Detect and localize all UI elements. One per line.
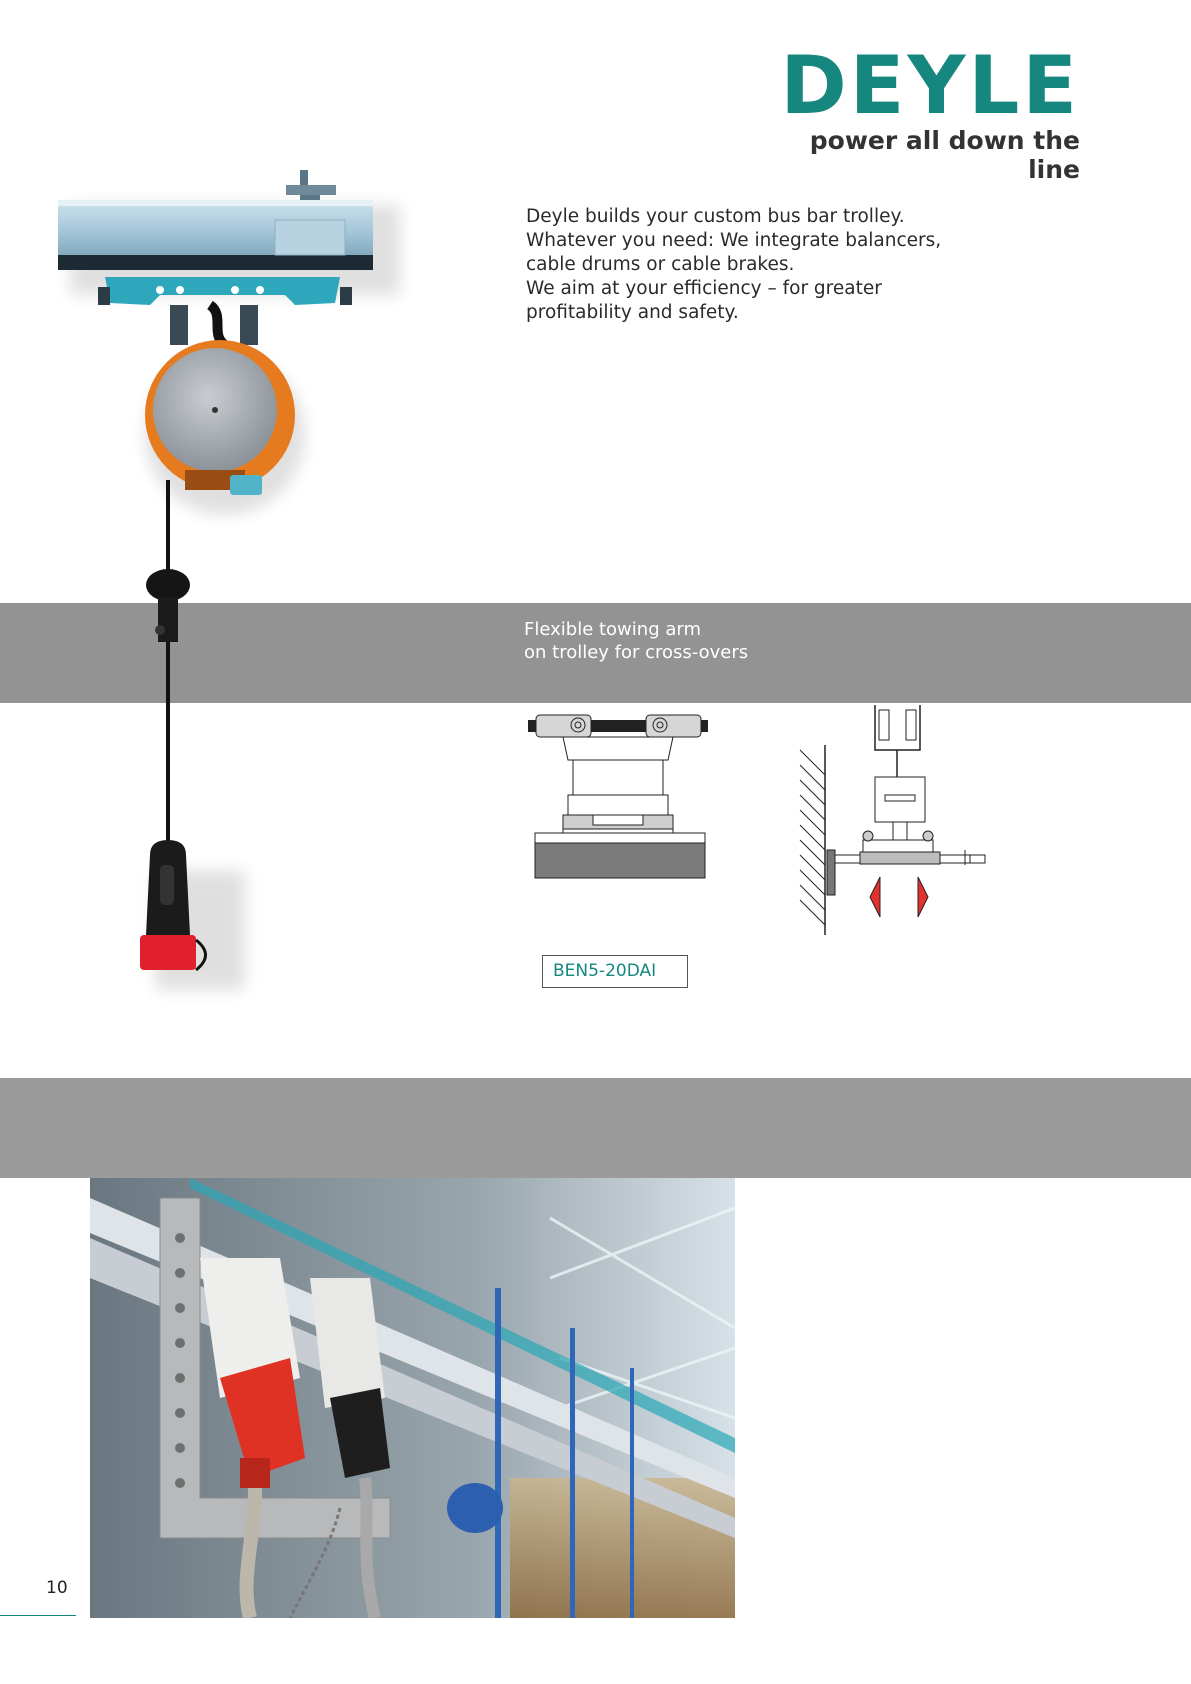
caption-line: on trolley for cross-overs (524, 642, 749, 663)
intro-line: Deyle builds your custom bus bar trolley. (526, 206, 905, 227)
divider-band (0, 1078, 1191, 1178)
intro-line: Whatever you need: We integrate balancers, (526, 230, 942, 251)
trolley-product-photo (50, 165, 450, 1015)
brand-name: DEYLE (780, 39, 1080, 132)
trolley-front-view-drawing (528, 705, 713, 880)
intro-text (526, 205, 986, 325)
footer-rule (0, 1615, 76, 1616)
intro-line: profitability and safety. (526, 302, 739, 323)
model-number: BEN5-20DAI (542, 955, 688, 988)
brand-tagline: power all down the line (809, 126, 1080, 184)
caption-line: Flexible towing arm (524, 619, 701, 640)
feature-caption (524, 618, 748, 664)
trolley-side-view-drawing (795, 705, 990, 935)
brand-logo (770, 39, 1080, 184)
factory-installation-photo (90, 1178, 735, 1618)
intro-line: We aim at your efficiency – for greater (526, 278, 882, 299)
page-number: 10 (46, 1578, 68, 1598)
intro-line: cable drums or cable brakes. (526, 254, 795, 275)
